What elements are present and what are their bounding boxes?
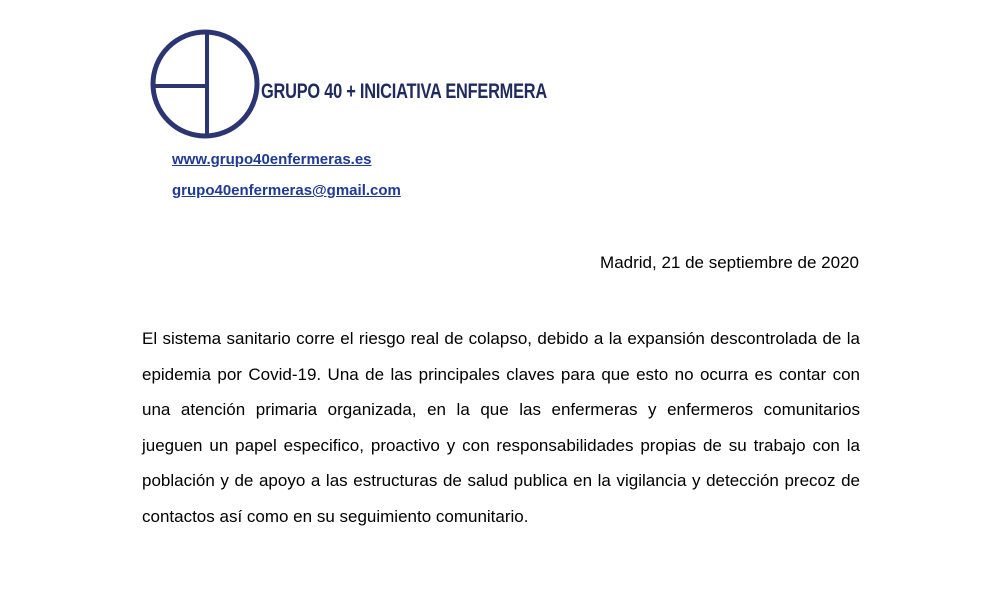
letter-body-paragraph: El sistema sanitario corre el riesgo real de colapso, debido a la expansión descontrolada de la epidemia por Covid-19. Una de las principales claves para que esto no ocurra es contar con una atención primaria organizada, en la que las enfermeras y enfermeros comunitarios jueguen un papel especifico, proactivo y con responsabilidades propias de su trabajo con la población y de apoyo a las estructuras de salud publica en la vigilancia y detección precoz de contactos así como en su seguimiento comunitario. [142, 329, 860, 526]
logo-circle-mark [145, 28, 265, 148]
letter-date: Madrid, 21 de septiembre de 2020 [600, 253, 859, 272]
organization-logo [145, 28, 547, 148]
email-link[interactable]: grupo40enfermeras@gmail.com [172, 182, 401, 199]
website-link[interactable]: www.grupo40enfermeras.es [172, 151, 372, 168]
logo-text: GRUPO 40 + INICIATIVA ENFERMERA [261, 80, 547, 103]
